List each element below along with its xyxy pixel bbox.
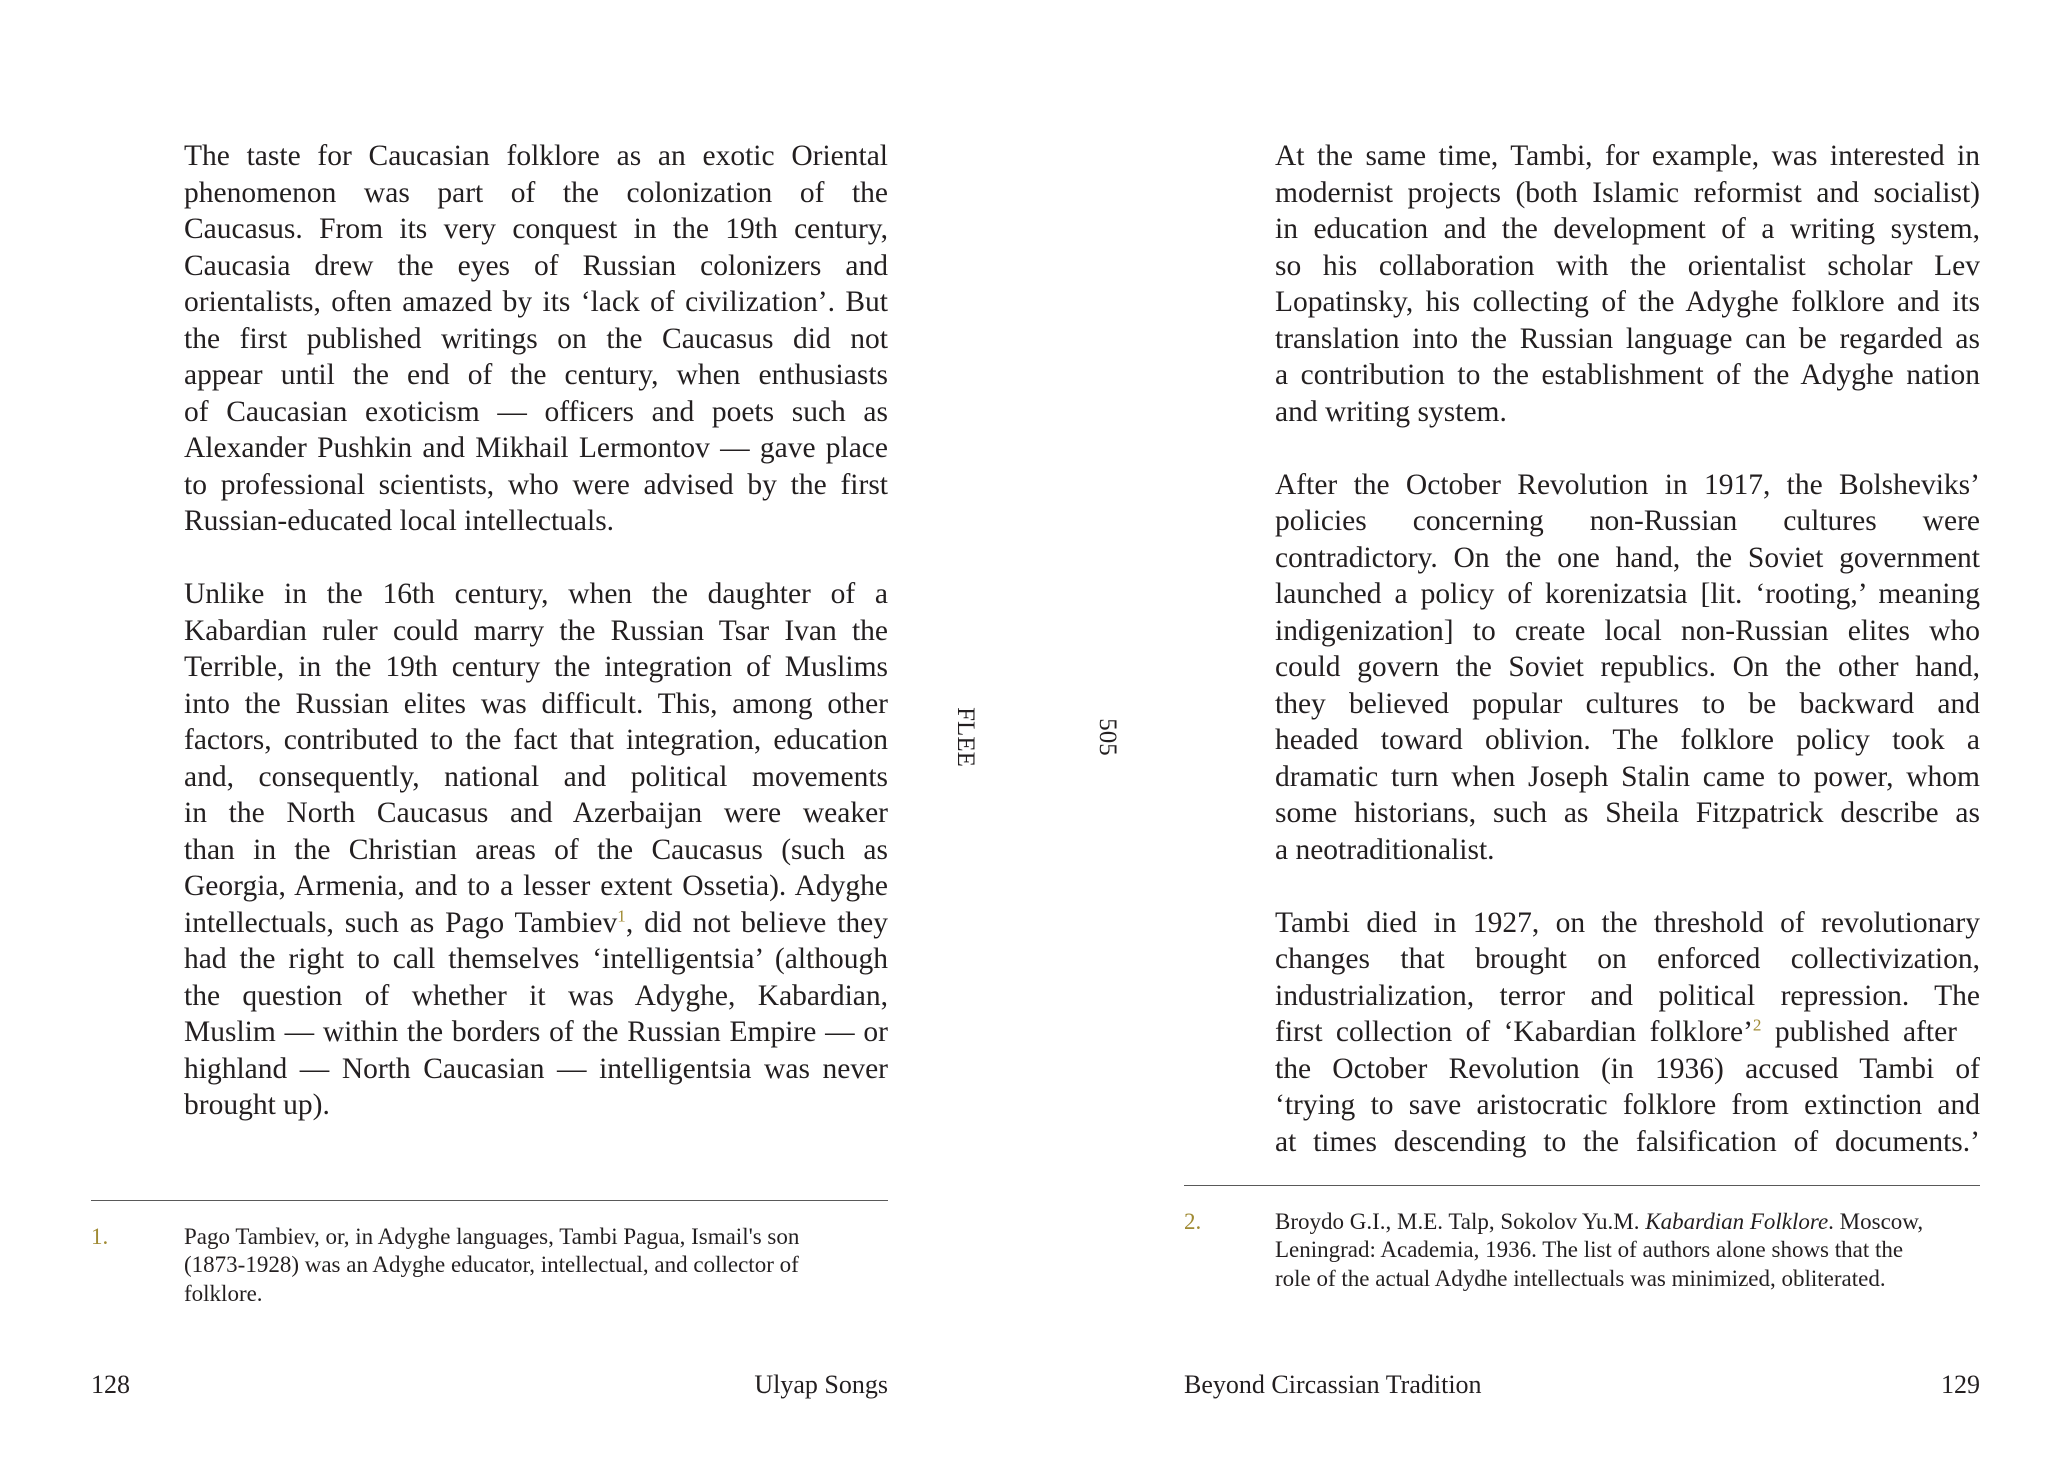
text-line: orientalists, often amazed by its ‘lack of civilization’. But (184, 286, 888, 318)
text-line: Kabardian ruler could marry the Russian Tsar Ivan the (184, 614, 888, 647)
footnote-line: Pago Tambiev, or, in Adyghe languages, Tambi Pagua, Ismail's son (184, 1224, 800, 1249)
text-line: Lopatinsky, his collecting of the Adyghe folklore and its (1275, 286, 1980, 318)
footnote-number: 2. (1184, 1209, 1202, 1234)
text-line: modernist projects (both Islamic reformist and socialist) (1275, 176, 1980, 209)
footnote-number: 1. (91, 1224, 109, 1249)
text-line: of Caucasian exoticism — officers and poets such as (184, 395, 888, 428)
text-line: appear until the end of the century, when enthusiasts (184, 359, 888, 391)
left-text-column (184, 138, 888, 1160)
text-line: changes that brought on enforced collectivization, (1275, 943, 1980, 975)
page-number: 128 (91, 1370, 130, 1399)
line-text-segment: intellectuals, such as Pago Tambiev (184, 906, 618, 939)
text-line: phenomenon was part of the colonization of the (184, 176, 888, 209)
right-page (1024, 0, 2047, 1457)
footnote-line: Leningrad: Academia, 1936. The list of authors alone shows that the (1275, 1237, 1904, 1263)
line-text-segment: , did not believe they (625, 906, 889, 939)
page-number: 129 (1941, 1370, 1980, 1399)
text-line: contradictory. On the one hand, the Soviet government (1275, 541, 1980, 574)
text-line (1275, 1014, 1957, 1051)
footnote-line: (1873-1928) was an Adyghe educator, intellectual, and collector of (184, 1252, 799, 1278)
footnote-line: role of the actual Adydhe intellectuals was minimized, obliterated. (1275, 1265, 1886, 1291)
footnote-line (1275, 1208, 1980, 1236)
line-text-segment: published after (1761, 1016, 1957, 1048)
text-line: At the same time, Tambi, for example, was interested in (1275, 140, 1980, 172)
footnote (1275, 1208, 1980, 1293)
paragraph (1275, 905, 1980, 1161)
text-line: the first published writings on the Caucasus did not (184, 322, 888, 355)
paragraph (184, 138, 888, 540)
text-line: Caucasus. From its very conquest in the 19th century, (184, 213, 888, 245)
text-line: some historians, such as Sheila Fitzpatrick describe as (1275, 797, 1980, 829)
text-line: indigenization] to create local non-Russian elites who (1275, 614, 1980, 647)
text-line: After the October Revolution in 1917, the Bolsheviks’ (1275, 468, 1980, 501)
text-line: into the Russian elites was difficult. This, among other (184, 687, 888, 720)
text-line: had the right to call themselves ‘intelligentsia’ (although (184, 943, 888, 975)
text-line: translation into the Russian language can be regarded as (1275, 322, 1980, 355)
text-line: launched a policy of korenizatsia [lit. ‘rooting,’ meaning (1275, 578, 1980, 610)
text-line: the question of whether it was Adyghe, Kabardian, (184, 979, 888, 1012)
text-line: Alexander Pushkin and Mikhail Lermontov — gave place (184, 432, 888, 464)
gutter-number: 505 (1094, 718, 1121, 756)
text-line: industrialization, terror and political repression. The (1275, 979, 1980, 1012)
footnote-book-title: Kabardian Folklore (1645, 1209, 1829, 1234)
text-line: The taste for Caucasian folklore as an exotic Oriental (184, 140, 888, 172)
text-line: brought up). (184, 1089, 330, 1121)
footnote-text-segment: Broydo G.I., M.E. Talp, Sokolov Yu.M. (1275, 1209, 1646, 1234)
text-line: Tambi died in 1927, on the threshold of revolutionary (1275, 906, 1980, 939)
text-line: Muslim — within the borders of the Russian Empire — or (184, 1016, 888, 1048)
footnote-rule (1184, 1185, 1980, 1186)
paragraph (1275, 467, 1980, 869)
running-footer: Beyond Circassian Tradition (1184, 1370, 1482, 1399)
text-line: a neotraditionalist. (1275, 833, 1495, 866)
text-line: than in the Christian areas of the Caucasus (such as (184, 833, 888, 866)
text-line: in education and the development of a writing system, (1275, 213, 1980, 245)
text-line: to professional scientists, who were advised by the first (184, 468, 888, 501)
footnote-rule (91, 1200, 888, 1201)
text-line: factors, contributed to the fact that integration, education (184, 724, 888, 756)
text-line: highland — North Caucasian — intelligentsia was never (184, 1052, 888, 1085)
right-text-column (1275, 138, 1980, 1197)
text-line: Terrible, in the 19th century the integration of Muslims (184, 651, 888, 683)
text-line: in the North Caucasus and Azerbaijan were weaker (184, 797, 888, 829)
footnote (184, 1223, 888, 1308)
text-line: so his collaboration with the orientalist scholar Lev (1275, 249, 1980, 282)
gutter-label: FLEE (952, 707, 979, 767)
text-line: Russian-educated local intellectuals. (184, 505, 615, 537)
footnote-text-segment: . Moscow, (1828, 1209, 1924, 1234)
text-line: could govern the Soviet republics. On the other hand, (1275, 651, 1980, 683)
line-text-segment: first collection of ‘Kabardian folklore’ (1275, 1016, 1753, 1048)
text-line (184, 905, 888, 942)
footnote-line: folklore. (184, 1280, 263, 1306)
running-footer: Ulyap Songs (754, 1370, 888, 1399)
text-line: a contribution to the establishment of the Adyghe nation (1275, 359, 1980, 391)
text-line: ‘trying to save aristocratic folklore from extinction and (1275, 1089, 1980, 1121)
text-line: dramatic turn when Joseph Stalin came to power, whom (1275, 760, 1980, 793)
text-line: Caucasia drew the eyes of Russian colonizers and (184, 249, 888, 282)
paragraph (184, 576, 888, 1124)
paragraph (1275, 138, 1980, 430)
text-line: they believed popular cultures to be backward and (1275, 687, 1980, 720)
text-line: policies concerning non-Russian cultures were (1275, 505, 1980, 537)
text-line: headed toward oblivion. The folklore policy took a (1275, 724, 1980, 756)
text-line: the October Revolution (in 1936) accused Tambi of (1275, 1052, 1980, 1085)
text-line: at times descending to the falsification of documents.’ (1275, 1125, 1980, 1158)
text-line: Georgia, Armenia, and to a lesser extent Ossetia). Adyghe (184, 870, 888, 902)
footnote-reference: 1 (617, 906, 626, 926)
footnote-reference: 2 (1752, 1015, 1762, 1035)
text-line: and writing system. (1275, 395, 1507, 428)
text-line: Unlike in the 16th century, when the daughter of a (184, 578, 888, 610)
text-line: and, consequently, national and political movements (184, 760, 888, 793)
